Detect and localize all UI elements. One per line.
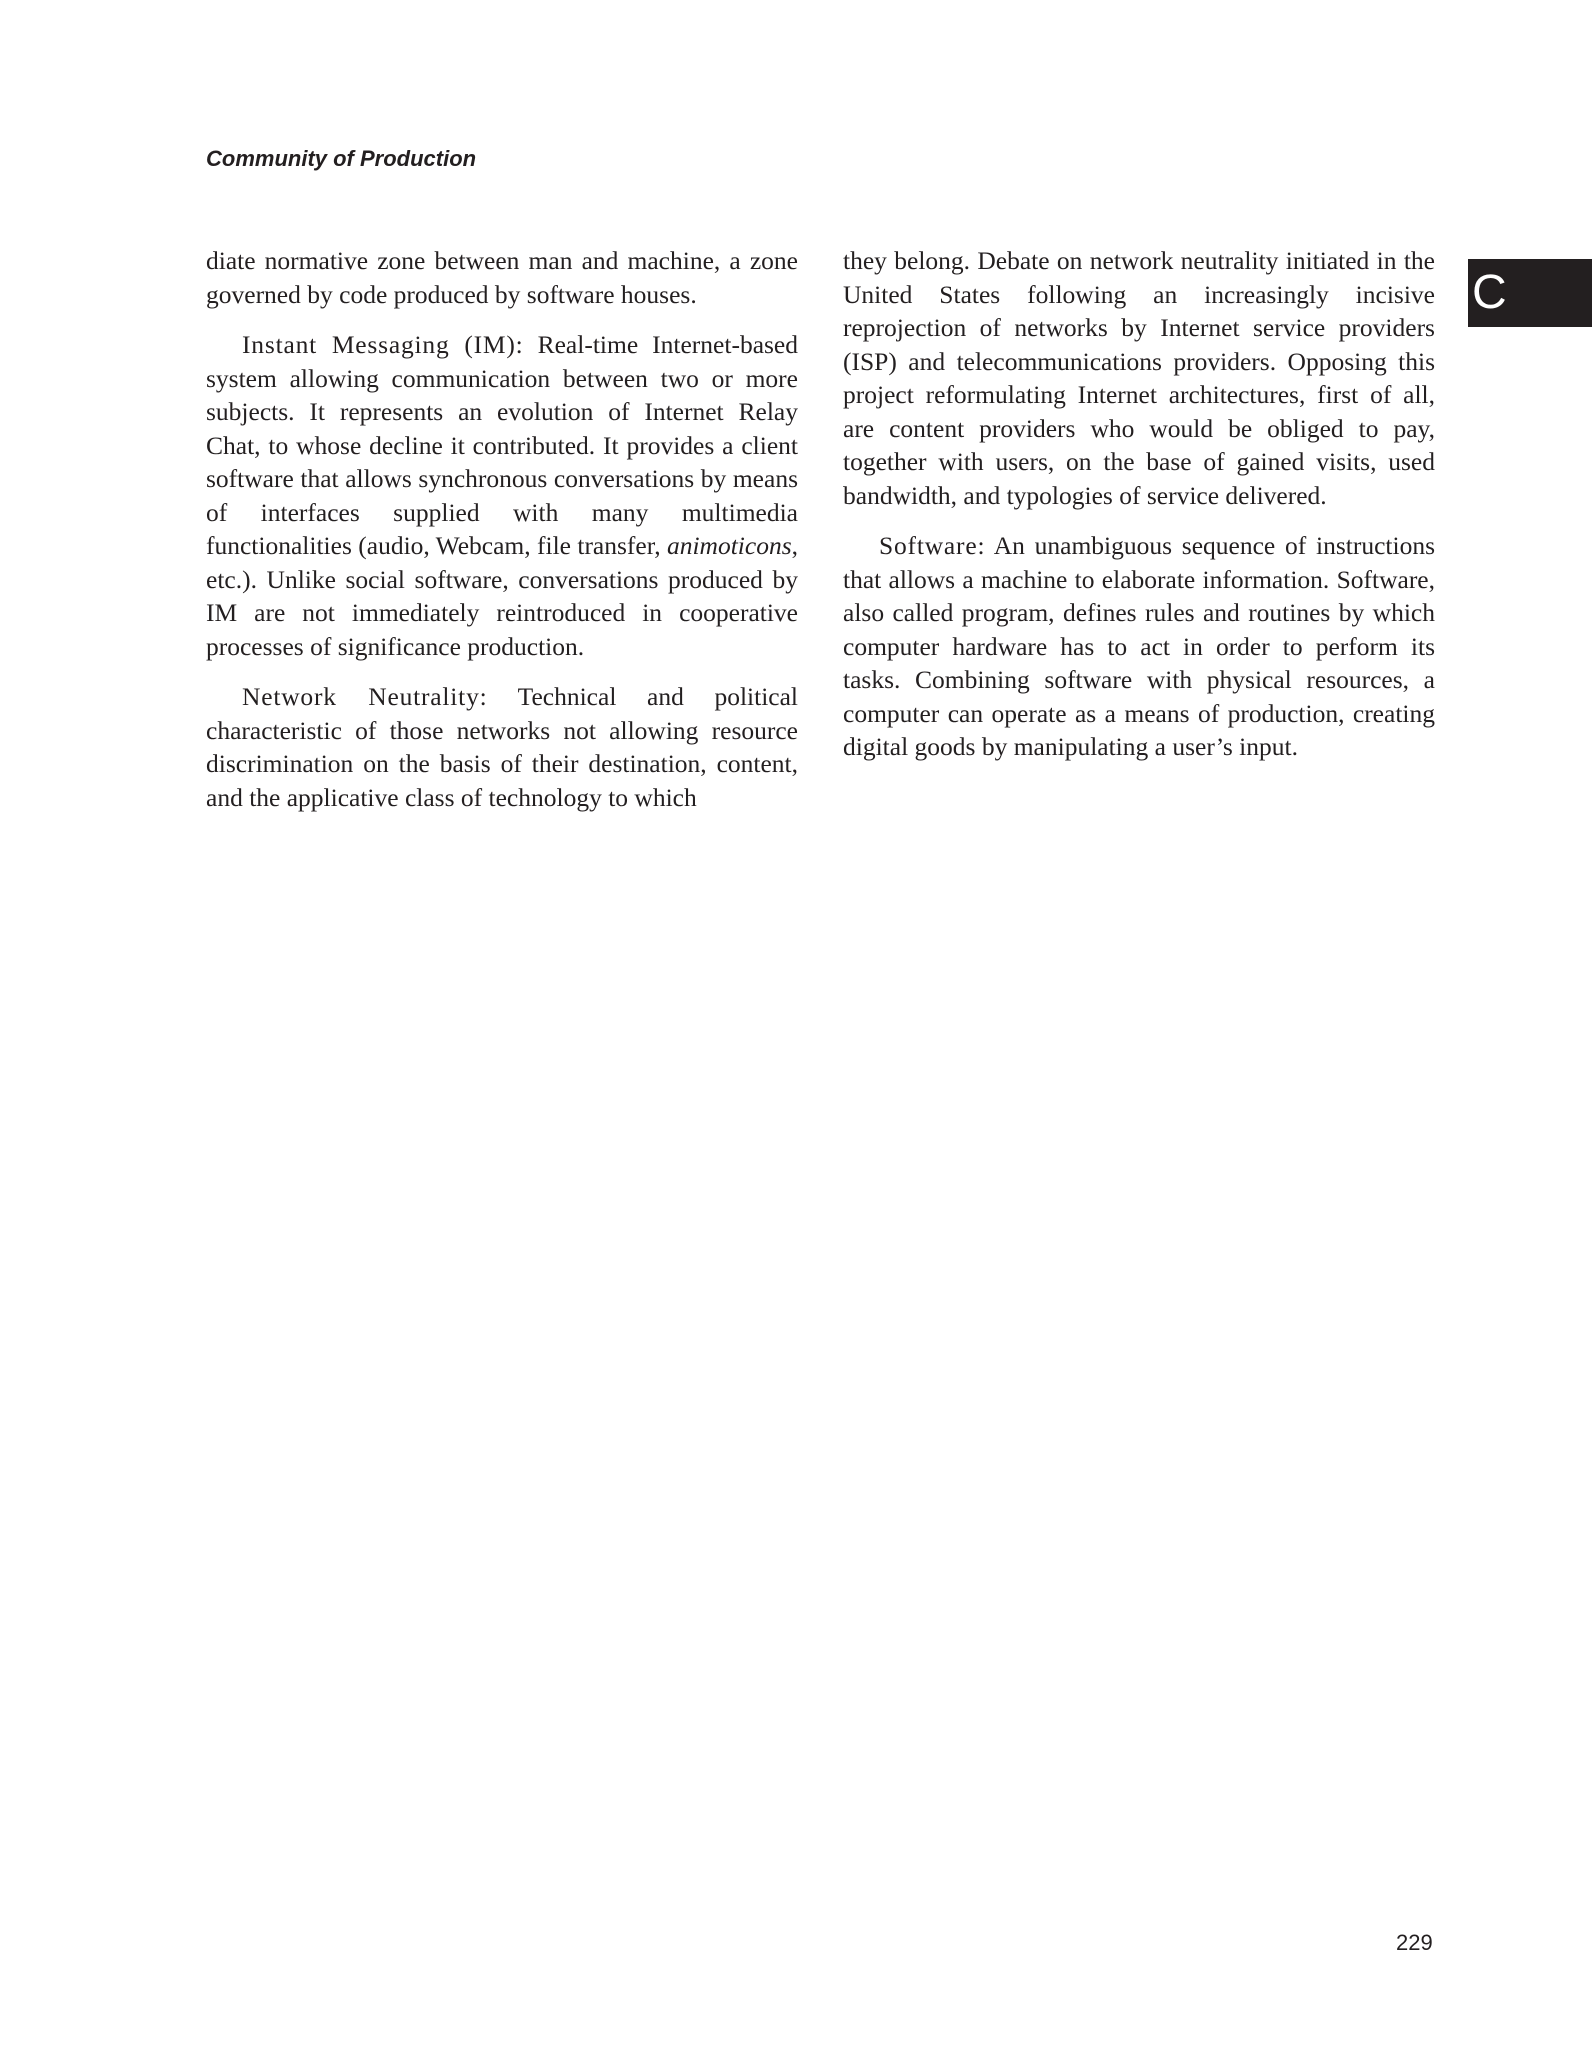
entry-network-neutrality — [206, 680, 798, 814]
page-number: 229 — [1396, 1930, 1433, 1955]
entry-software — [843, 529, 1435, 764]
entry-italic-term: animoticons — [666, 531, 792, 560]
running-head: Community of Production — [206, 146, 477, 171]
continued-paragraph: diate normative zone between man and machine, a zone governed by code produced by software houses. — [206, 246, 798, 309]
entry-definition: Technical and political characteristic of those networks not allowing resource discrimination on the basis of their destination, content, and the applicative class of technology to which — [206, 682, 798, 812]
section-letter-tab: C — [1468, 259, 1592, 327]
entry-term: Instant Messaging (IM): — [242, 330, 524, 359]
entry-term: Software: — [879, 531, 986, 560]
entry-term: Network Neutrality: — [242, 682, 488, 711]
entry-definition: An unambiguous sequence of instructions that allows a machine to elaborate information. Software, also called program, defines rules and routines by which computer hardware has to act in order to perform its tasks. Combining software with physical resources, a computer can operate as a means of production, creating digital goods by manipulating a user’s input. — [843, 531, 1435, 761]
right-column — [843, 244, 1435, 781]
left-column — [206, 244, 798, 831]
continued-paragraph: they belong. Debate on network neutrality initiated in the United States following an increasingly incisive reprojection of networks by Internet service providers (ISP) and telecommunications providers. Opposing this project reformulating Internet architectures, first of all, are content providers who would be obliged to pay, together with users, on the base of gained visits, used bandwidth, and typologies of service delivered. — [843, 246, 1435, 510]
entry-definition: Real-time Internet-based system allowing communication between two or more subjects. It represents an evolution of Internet Relay Chat, to whose decline it contributed. It provides a client software that allows synchronous conversations by means of interfaces supplied with many multimedia functionalities (audio, Webcam, file transfer, — [206, 330, 799, 560]
entry-definition-end: , etc.). Unlike social software, conversations produced by IM are not immediately reintroduced in cooperative processes of significance production. — [206, 531, 799, 661]
entry-instant-messaging — [206, 328, 798, 663]
